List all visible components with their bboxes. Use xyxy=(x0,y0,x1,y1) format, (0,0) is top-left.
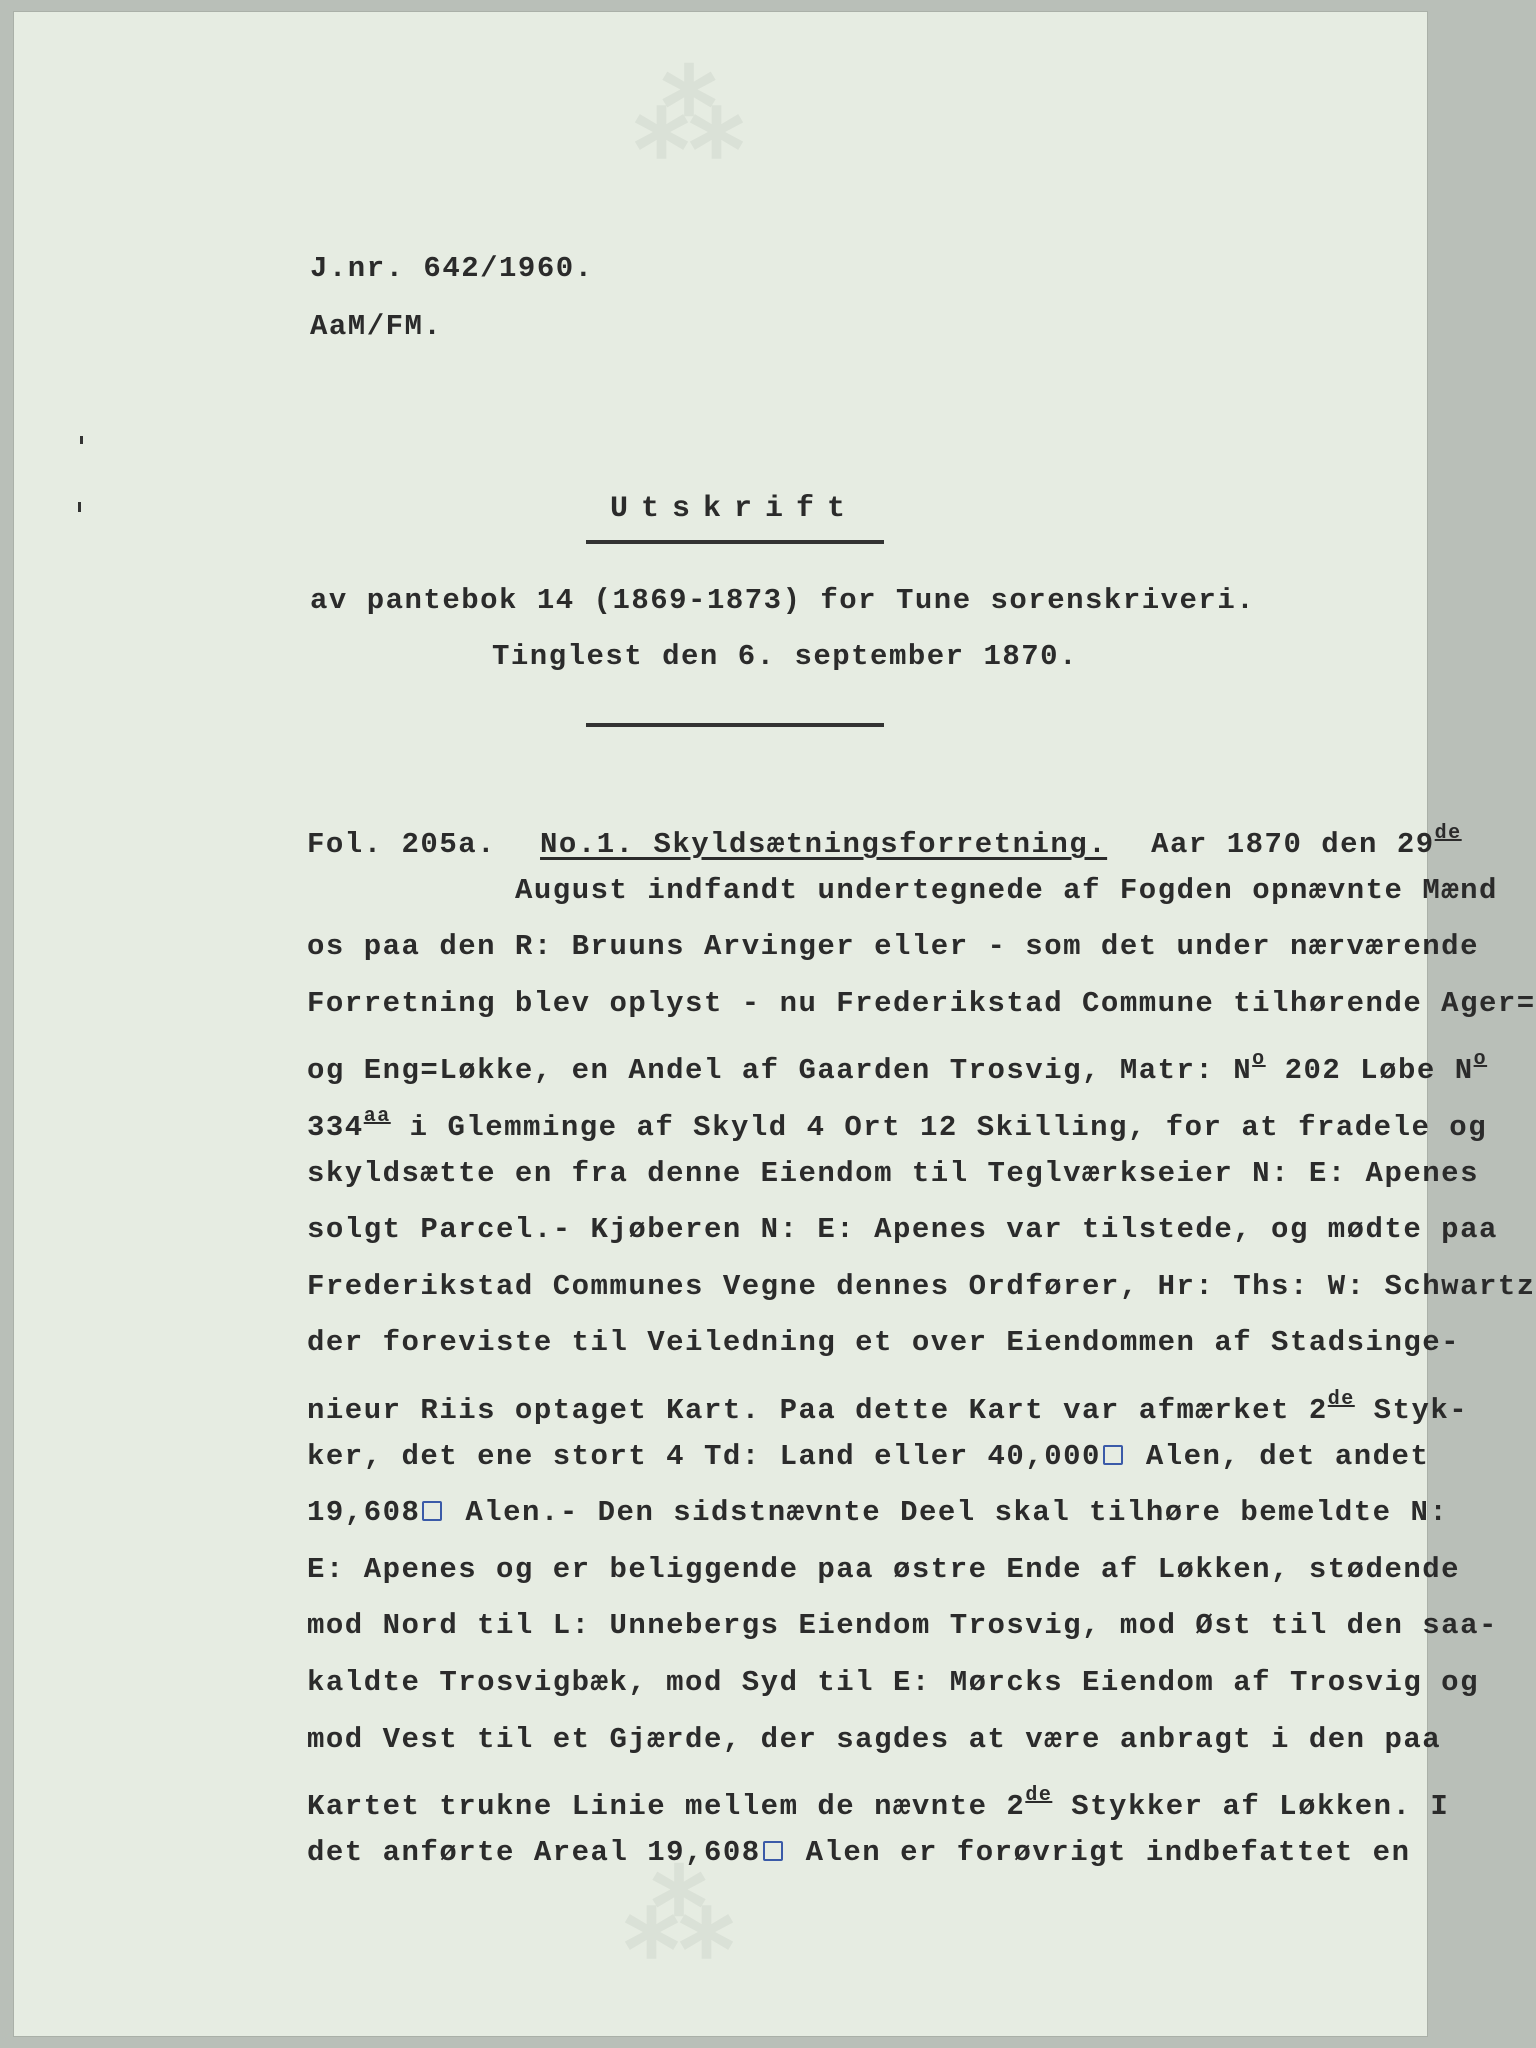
superscript: de xyxy=(1434,822,1462,845)
superscript: o xyxy=(1252,1048,1266,1072)
square-symbol-icon xyxy=(1103,1445,1123,1465)
entry-line-text: Aar 1870 den 29 xyxy=(1151,828,1435,861)
superscript: de xyxy=(1025,1784,1053,1808)
journal-number: J.nr. 642/1960. xyxy=(310,252,594,285)
title-underline xyxy=(586,540,884,544)
entry-line xyxy=(307,1089,1488,1146)
entry-line-text: Alen er forøvrigt indbefattet en xyxy=(786,1835,1411,1869)
superscript: o xyxy=(1473,1048,1488,1072)
entry-line: kaldte Trosvigbæk, mod Syd til E: Mørcks Eiendom af Trosvig og xyxy=(307,1665,1479,1699)
square-symbol-icon xyxy=(763,1841,783,1861)
superscript: aa xyxy=(363,1104,391,1128)
subtitle-line-2: Tinglest den 6. september 1870. xyxy=(492,640,1078,673)
entry-heading: No.1. Skyldsætningsforretning. xyxy=(540,828,1108,861)
entry-line: Forretning blev oplyst - nu Frederikstad Commune tilhørende Ager= xyxy=(307,986,1536,1020)
entry-line-text: i Glemminge af Skyld 4 Ort 12 Skilling, for at fradele og xyxy=(390,1110,1488,1144)
entry-line: August indfandt undertegnede af Fogden opnævnte Mænd xyxy=(515,873,1498,907)
entry-line-text: Kartet trukne Linie mellem de nævnte 2 xyxy=(307,1790,1026,1824)
subtitle-line-1: av pantebok 14 (1869-1873) for Tune sorenskriveri. xyxy=(310,584,1256,617)
entry-line-text: Stykker af Løkken. I xyxy=(1052,1790,1450,1824)
margin-mark xyxy=(80,436,83,444)
folio-reference: Fol. 205a. xyxy=(307,828,497,861)
entry-line: der foreviste til Veiledning et over Eiendommen af Stadsinge- xyxy=(307,1326,1461,1360)
entry-line: os paa den R: Bruuns Arvinger eller - som det under nærværende xyxy=(307,930,1479,964)
entry-line xyxy=(307,1768,1450,1825)
entry-line-text: Styk- xyxy=(1354,1393,1469,1427)
bleed-through-stamp: ⁂ xyxy=(624,1863,734,1988)
entry-line-text: 202 Løbe N xyxy=(1265,1054,1474,1088)
entry-line: E: Apenes og er beliggende paa østre Ende af Løkken, stødende xyxy=(307,1552,1461,1586)
entry-line-text: 19,608 xyxy=(307,1496,421,1530)
entry-line: mod Vest til et Gjærde, der sagdes at være anbragt i den paa xyxy=(307,1722,1442,1756)
margin-mark xyxy=(78,502,81,512)
section-divider xyxy=(586,723,884,727)
entry-line xyxy=(307,806,1462,863)
entry-line-text: det anførte Areal 19,608 xyxy=(307,1835,761,1869)
entry-line xyxy=(307,1485,1449,1542)
initials: AaM/FM. xyxy=(310,310,443,343)
entry-line-text: Alen, det andet xyxy=(1126,1439,1430,1473)
entry-line-text: nieur Riis optaget Kart. Paa dette Kart var afmærket 2 xyxy=(307,1393,1328,1427)
superscript: de xyxy=(1327,1387,1355,1411)
entry-line-text: ker, det ene stort 4 Td: Land eller 40,000 xyxy=(307,1439,1101,1473)
bleed-through-stamp: ⁂ xyxy=(634,63,744,188)
document-title: Utskrift xyxy=(609,492,859,526)
entry-line xyxy=(307,1825,1437,1882)
entry-line-text: og Eng=Løkke, en Andel af Gaarden Trosvig, Matr: N xyxy=(307,1054,1253,1088)
entry-line-text: Alen.- Den sidstnævnte Deel skal tilhøre bemeldte N: xyxy=(446,1496,1449,1530)
entry-line: Frederikstad Communes Vegne dennes Ordfører, Hr: Ths: W: Schwartz xyxy=(307,1269,1536,1303)
entry-line xyxy=(307,1372,1469,1429)
entry-line: skyldsætte en fra denne Eiendom til Teglværkseier N: E: Apenes xyxy=(307,1156,1479,1190)
entry-line-text: 334 xyxy=(307,1110,364,1144)
entry-line: mod Nord til L: Unnebergs Eiendom Trosvig, mod Øst til den saa- xyxy=(307,1609,1498,1643)
document-page xyxy=(14,12,1536,2036)
entry-line xyxy=(307,1429,1437,1486)
entry-line xyxy=(307,1032,1488,1089)
entry-body xyxy=(307,806,1536,1881)
square-symbol-icon xyxy=(422,1501,442,1521)
entry-line: solgt Parcel.- Kjøberen N: E: Apenes var tilstede, og mødte paa xyxy=(307,1213,1498,1247)
